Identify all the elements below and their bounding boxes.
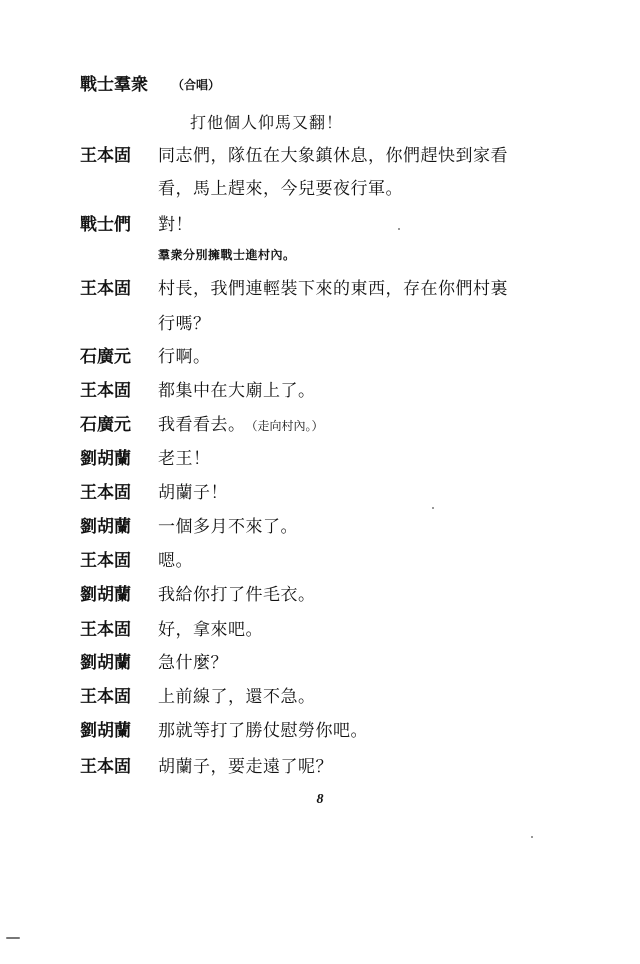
dialogue-text-main: 對！ (158, 215, 193, 235)
speaker-name: 王本固 (80, 551, 131, 571)
dialogue-line (0, 752, 640, 782)
dialogue-line (0, 615, 640, 645)
scan-mark (6, 937, 20, 939)
dialogue-text (158, 141, 508, 171)
dialogue-text (158, 546, 193, 576)
dialogue-line (0, 444, 640, 474)
dialogue-text-main: 羣衆分別擁戰士進村內。 (158, 248, 296, 262)
chorus-text: 打他個人仰馬又翻！ (190, 113, 344, 132)
dialogue-text (158, 309, 211, 339)
speaker-name: 劉胡蘭 (80, 517, 131, 537)
dialogue-text-main: 行嗎？ (158, 314, 211, 334)
dialogue-line (0, 210, 640, 240)
dialogue-line (0, 512, 640, 542)
scan-speck (432, 507, 434, 509)
dialogue-line (0, 478, 640, 508)
dialogue-text-main: 我看看去。 (158, 415, 246, 435)
dialogue-text (158, 580, 316, 610)
dialogue-text-main: 我給你打了件毛衣。 (158, 585, 316, 605)
dialogue-text (158, 615, 263, 645)
dialogue-text-main: 同志們，隊伍在大象鎮休息，你們趕快到家看 (158, 146, 508, 166)
dialogue-text (158, 512, 298, 542)
dialogue-text (158, 342, 211, 372)
dialogue-line (0, 309, 640, 339)
dialogue-text (158, 274, 508, 304)
dialogue-text (158, 174, 403, 204)
speaker-name: 戰士們 (80, 215, 131, 235)
dialogue-text-main: 好，拿來吧。 (158, 620, 263, 640)
dialogue-text-main: 急什麼？ (158, 653, 228, 673)
stage-note: （走向村內。） (251, 419, 324, 433)
speaker-name: 劉胡蘭 (80, 585, 131, 605)
dialogue-line (0, 580, 640, 610)
dialogue-text (158, 682, 316, 712)
speaker-name: 王本固 (80, 757, 131, 777)
dialogue-text-main: 那就等打了勝仗慰勞你吧。 (158, 721, 368, 741)
dialogue-text-main: 老王！ (158, 449, 211, 469)
dialogue-line (0, 410, 640, 440)
dialogue-line (0, 141, 640, 171)
dialogue-line (0, 376, 640, 406)
dialogue-line (0, 274, 640, 304)
dialogue-line (0, 682, 640, 712)
speaker-name: 劉胡蘭 (80, 653, 131, 673)
dialogue-line (0, 342, 640, 372)
dialogue-text (158, 210, 193, 240)
scan-speck (531, 836, 533, 838)
chorus-note: （合唱） (172, 78, 221, 92)
dialogue-text-main: 胡蘭子！ (158, 483, 228, 503)
dialogue-text-main: 上前線了，還不急。 (158, 687, 316, 707)
stage-direction-line (0, 240, 640, 270)
dialogue-line (0, 174, 640, 204)
stage-direction-text (158, 240, 296, 270)
speaker-name: 王本固 (80, 483, 131, 503)
speaker-name: 王本固 (80, 279, 131, 299)
chorus-speaker: 戰士羣衆 (80, 75, 148, 95)
dialogue-text-main: 胡蘭子，要走遠了呢？ (158, 757, 333, 777)
dialogue-text (158, 376, 316, 406)
dialogue-text-main: 一個多月不來了。 (158, 517, 298, 537)
dialogue-text-main: 嗯。 (158, 551, 193, 571)
dialogue-line (0, 546, 640, 576)
dialogue-line (0, 648, 640, 678)
dialogue-text (158, 752, 333, 782)
dialogue-text (158, 410, 324, 441)
dialogue-line (0, 716, 640, 746)
dialogue-text-main: 都集中在大廟上了。 (158, 381, 316, 401)
speaker-name: 劉胡蘭 (80, 721, 131, 741)
chorus-line (0, 108, 640, 138)
speaker-name: 石廣元 (80, 347, 131, 367)
speaker-name: 石廣元 (80, 415, 131, 435)
dialogue-text-main: 村長，我們連輕裝下來的東西，存在你們村裏 (158, 279, 508, 299)
speaker-name: 王本固 (80, 620, 131, 640)
dialogue-text (158, 716, 368, 746)
dialogue-text (158, 444, 211, 474)
dialogue-text (158, 648, 228, 678)
dialogue-text-main: 看，馬上趕來，今兒要夜行軍。 (158, 179, 403, 199)
page-number: 8 (316, 792, 324, 807)
speaker-name: 王本固 (80, 146, 131, 166)
dialogue-text-main: 行啊。 (158, 347, 211, 367)
speaker-name: 王本固 (80, 687, 131, 707)
speaker-name: 王本固 (80, 381, 131, 401)
header-line (0, 70, 640, 100)
speaker-name: 劉胡蘭 (80, 449, 131, 469)
dialogue-text (158, 478, 228, 508)
scan-speck (398, 228, 400, 230)
